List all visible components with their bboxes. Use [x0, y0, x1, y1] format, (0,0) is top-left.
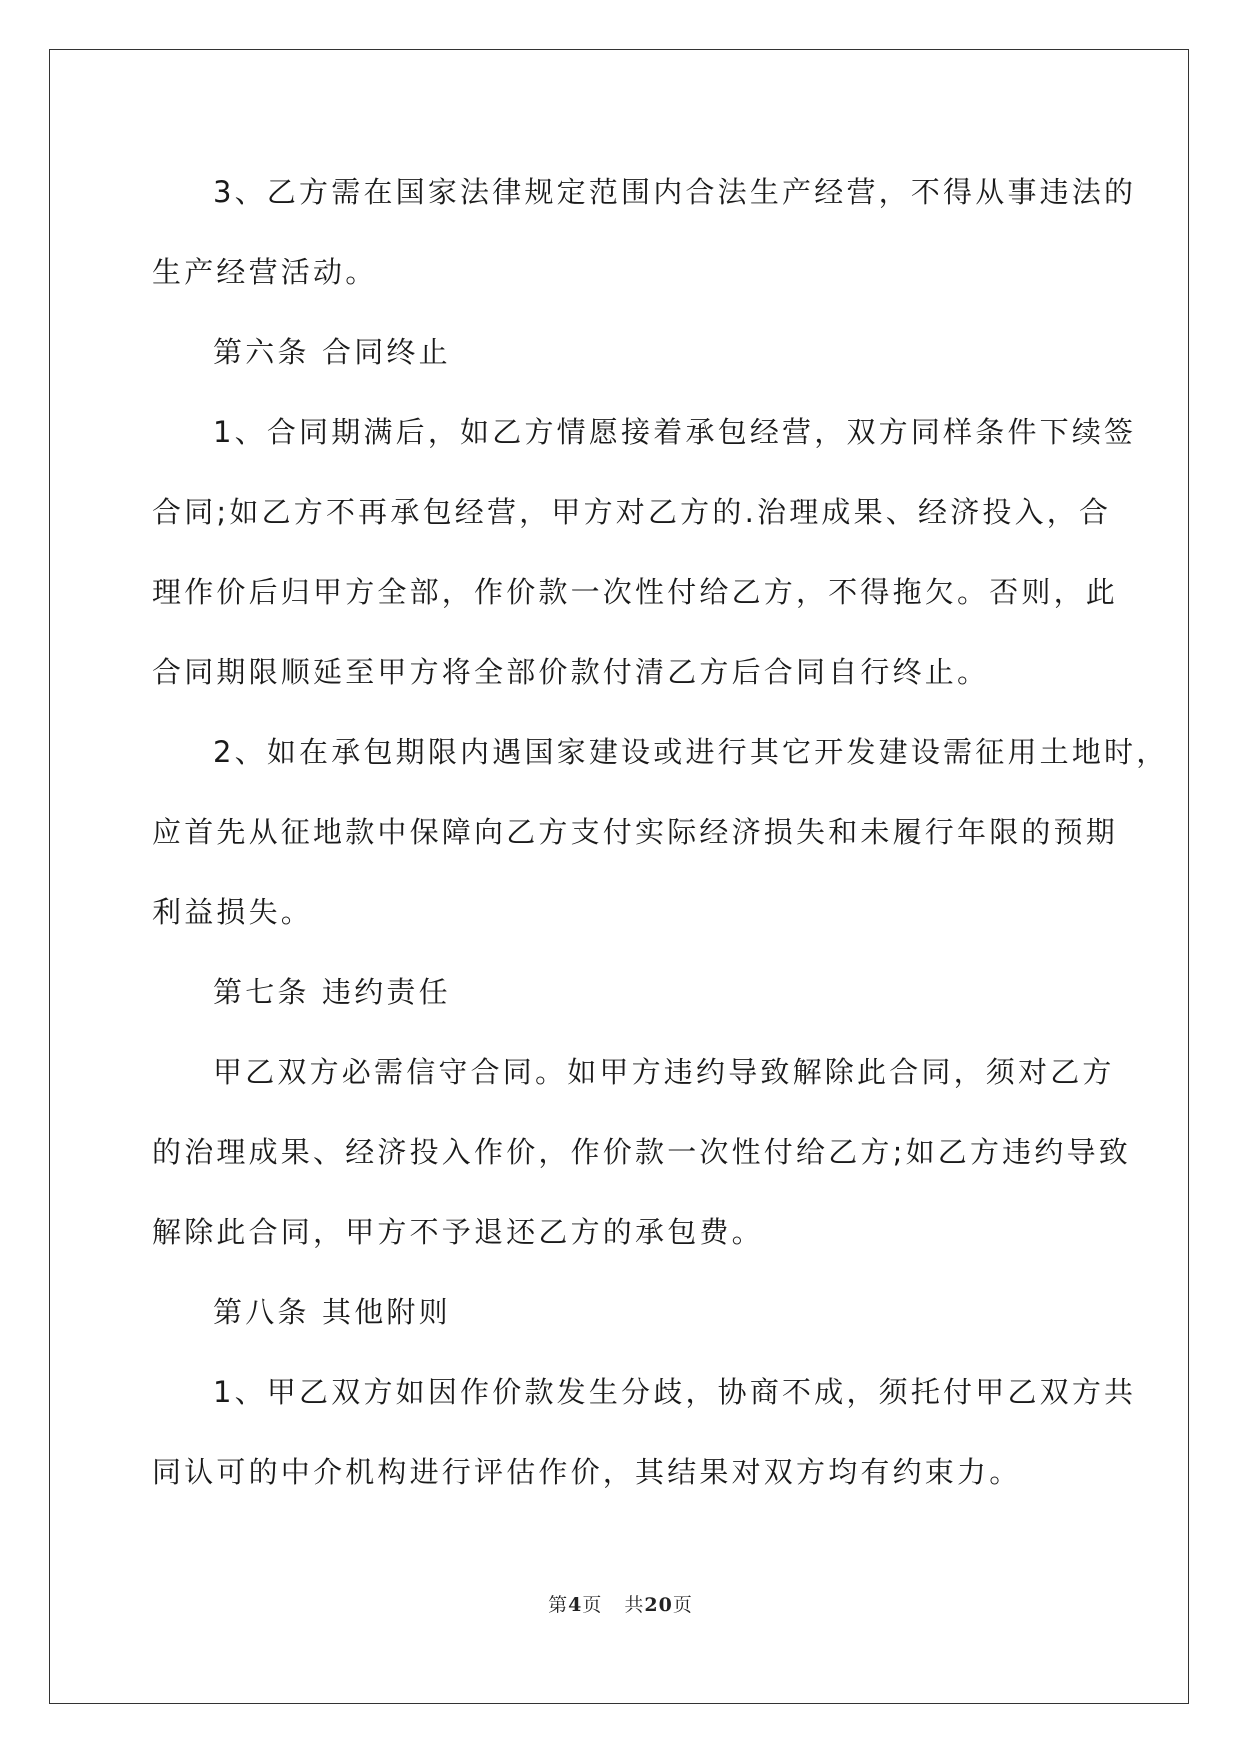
- total-suffix: 页: [672, 1594, 693, 1616]
- paragraph-line: 生产经营活动。: [152, 255, 378, 289]
- page-prefix: 第: [548, 1594, 569, 1616]
- paragraph-line: 同认可的中介机构进行评估作价，其结果对双方均有约束力。: [152, 1455, 1022, 1489]
- page-footer: [0, 1590, 1241, 1617]
- total-prefix: 共: [624, 1594, 645, 1616]
- total-pages-number: 20: [644, 1594, 673, 1616]
- paragraph-line: 1、合同期满后，如乙方情愿接着承包经营，双方同样条件下续签: [213, 415, 1137, 449]
- paragraph-line: 合同期限顺延至甲方将全部价款付清乙方后合同自行终止。: [152, 655, 990, 689]
- section-heading: 第八条 其他附则: [213, 1295, 451, 1329]
- paragraph-line: 2、如在承包期限内遇国家建设或进行其它开发建设需征用土地时，: [213, 735, 1169, 769]
- section-heading: 第六条 合同终止: [213, 335, 451, 369]
- paragraph-line: 理作价后归甲方全部，作价款一次性付给乙方，不得拖欠。否则，此: [152, 575, 1119, 609]
- paragraph-line: 合同;如乙方不再承包经营，甲方对乙方的.治理成果、经济投入，合: [152, 495, 1112, 529]
- paragraph-line: 应首先从征地款中保障向乙方支付实际经济损失和未履行年限的预期: [152, 815, 1119, 849]
- paragraph-line: 利益损失。: [152, 895, 314, 929]
- document-body: [152, 158, 1169, 1518]
- page-suffix: 页: [582, 1594, 603, 1616]
- current-page-number: 4: [568, 1594, 583, 1616]
- paragraph-line: 的治理成果、经济投入作价，作价款一次性付给乙方;如乙方违约导致: [152, 1135, 1131, 1169]
- section-heading: 第七条 违约责任: [213, 975, 451, 1009]
- paragraph-line: 解除此合同，甲方不予退还乙方的承包费。: [152, 1215, 764, 1249]
- paragraph-line: 甲乙双方必需信守合同。如甲方违约导致解除此合同，须对乙方: [213, 1055, 1115, 1089]
- paragraph-line: 3、乙方需在国家法律规定范围内合法生产经营，不得从事违法的: [213, 175, 1137, 209]
- paragraph-line: 1、甲乙双方如因作价款发生分歧，协商不成，须托付甲乙双方共: [213, 1375, 1137, 1409]
